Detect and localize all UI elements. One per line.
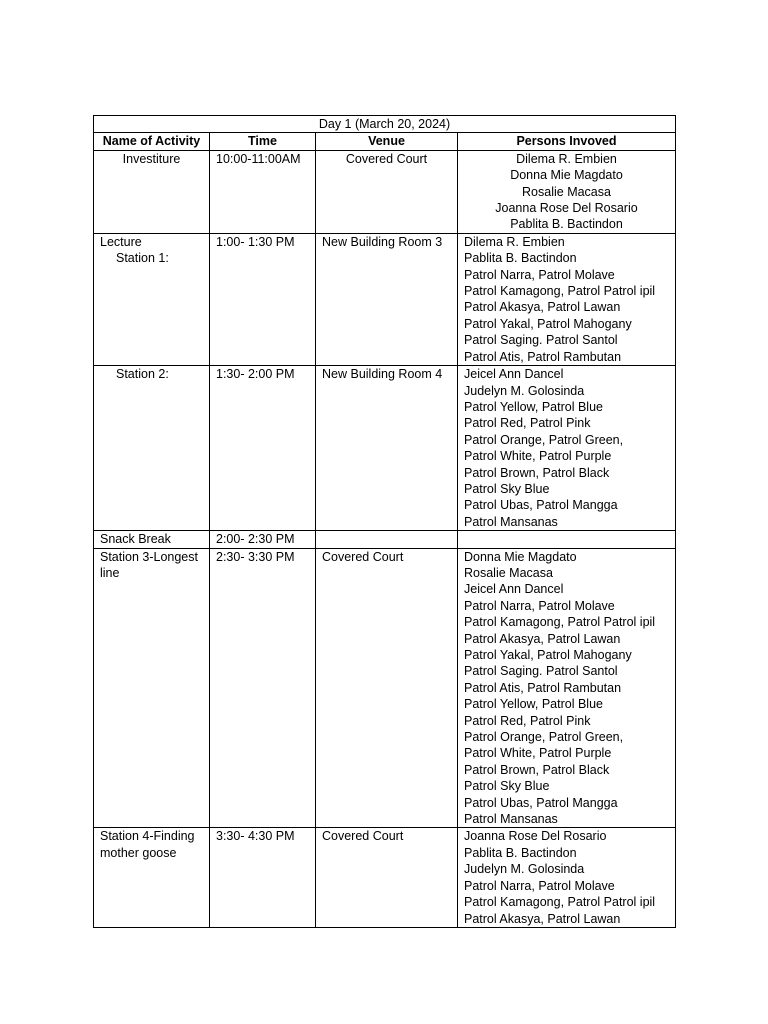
person-line: Patrol Atis, Patrol Rambutan (464, 349, 622, 364)
person-line: Patrol Akasya, Patrol Lawan (464, 631, 621, 646)
person-line: Patrol White, Patrol Purple (464, 449, 612, 464)
venue-cell: New Building Room 3 (316, 233, 458, 365)
person-line: Patrol Yellow, Patrol Blue (464, 697, 603, 712)
table-row (94, 531, 676, 548)
person-line: Judelyn M. Golosinda (464, 862, 585, 877)
person-line: Patrol White, Patrol Purple (464, 746, 612, 761)
time-cell: 1:00- 1:30 PM (210, 233, 316, 365)
time-cell: 2:00- 2:30 PM (210, 531, 316, 548)
schedule-table (93, 115, 676, 928)
header-row (94, 133, 676, 150)
person-line: Patrol Red, Patrol Pink (464, 416, 591, 431)
person-line: Pablita B. Bactindon (464, 845, 577, 860)
venue-cell: Covered Court (316, 828, 458, 927)
title-row (94, 116, 676, 133)
person-line: Dilema R. Embien (464, 234, 565, 249)
activity-cell (94, 828, 210, 927)
person-line: Donna Mie Magdato (464, 549, 577, 564)
table-row (94, 548, 676, 828)
person-line: Patrol Akasya, Patrol Lawan (464, 911, 621, 926)
person-line: Pablita B. Bactindon (510, 217, 623, 232)
person-line: Dilema R. Embien (516, 151, 617, 166)
header-activity: Name of Activity (94, 133, 210, 150)
venue-cell (316, 531, 458, 548)
person-line: Rosalie Macasa (464, 565, 553, 580)
header-time: Time (210, 133, 316, 150)
activity-line: Snack Break (100, 532, 171, 547)
venue-cell: Covered Court (316, 150, 458, 233)
person-line: Patrol Sky Blue (464, 779, 550, 794)
table-row (94, 150, 676, 233)
venue-cell: Covered Court (316, 548, 458, 828)
person-line: Patrol Narra, Patrol Molave (464, 267, 615, 282)
time-cell: 2:30- 3:30 PM (210, 548, 316, 828)
person-line: Joanna Rose Del Rosario (495, 201, 638, 216)
person-line: Donna Mie Magdato (510, 168, 623, 183)
activity-cell (94, 233, 210, 365)
person-line: Pablita B. Bactindon (464, 251, 577, 266)
persons-cell (458, 366, 676, 531)
time-cell: 1:30- 2:00 PM (210, 366, 316, 531)
time-cell: 3:30- 4:30 PM (210, 828, 316, 927)
person-line: Patrol Kamagong, Patrol Patrol ipil (464, 284, 656, 299)
activity-cell (94, 548, 210, 828)
activity-line: mother goose (100, 845, 177, 860)
persons-cell (458, 548, 676, 828)
table-row (94, 366, 676, 531)
person-line: Patrol Brown, Patrol Black (464, 762, 610, 777)
person-line: Patrol Narra, Patrol Molave (464, 598, 615, 613)
person-line: Patrol Ubas, Patrol Mangga (464, 795, 618, 810)
persons-cell (458, 531, 676, 548)
activity-line: Station 3-Longest (100, 549, 198, 564)
activity-line: Station 4-Finding (100, 829, 195, 844)
person-line: Patrol Orange, Patrol Green, (464, 730, 624, 745)
person-line: Patrol Mansanas (464, 514, 558, 529)
person-line: Jeicel Ann Dancel (464, 582, 564, 597)
person-line: Patrol Sky Blue (464, 481, 550, 496)
person-line: Patrol Brown, Patrol Black (464, 465, 610, 480)
person-line: Patrol Narra, Patrol Molave (464, 878, 615, 893)
person-line: Patrol Yakal, Patrol Mahogany (464, 648, 632, 662)
time-cell: 10:00-11:00AM (210, 150, 316, 233)
person-line: Patrol Yellow, Patrol Blue (464, 399, 603, 414)
activity-line: line (100, 565, 120, 580)
table-row (94, 233, 676, 365)
persons-cell (458, 150, 676, 233)
schedule-body (94, 150, 676, 927)
person-line: Patrol Red, Patrol Pink (464, 713, 591, 728)
activity-line: Lecture (100, 234, 142, 249)
activity-cell (94, 366, 210, 531)
header-venue: Venue (316, 133, 458, 150)
persons-cell (458, 233, 676, 365)
activity-line: Station 2: (116, 367, 169, 382)
activity-line: Investiture (122, 151, 181, 166)
person-line: Patrol Ubas, Patrol Mangga (464, 498, 618, 513)
person-line: Patrol Saging. Patrol Santol (464, 333, 618, 348)
table-row (94, 828, 676, 927)
activity-cell (94, 531, 210, 548)
venue-cell: New Building Room 4 (316, 366, 458, 531)
persons-cell (458, 828, 676, 927)
person-line: Joanna Rose Del Rosario (464, 829, 607, 844)
person-line: Judelyn M. Golosinda (464, 383, 585, 398)
person-line: Patrol Akasya, Patrol Lawan (464, 300, 621, 315)
activity-line: Station 1: (116, 251, 169, 266)
person-line: Patrol Kamagong, Patrol Patrol ipil (464, 895, 656, 910)
person-line: Patrol Atis, Patrol Rambutan (464, 680, 622, 695)
person-line: Jeicel Ann Dancel (464, 367, 564, 382)
person-line: Patrol Orange, Patrol Green, (464, 432, 624, 447)
header-persons: Persons Invoved (458, 133, 676, 150)
day-title: Day 1 (March 20, 2024) (94, 116, 676, 133)
person-line: Patrol Kamagong, Patrol Patrol ipil (464, 615, 656, 630)
person-line: Patrol Yakal, Patrol Mahogany (464, 316, 632, 331)
person-line: Rosalie Macasa (522, 184, 611, 199)
person-line: Patrol Saging. Patrol Santol (464, 664, 618, 679)
person-line: Patrol Mansanas (464, 812, 558, 827)
activity-cell (94, 150, 210, 233)
